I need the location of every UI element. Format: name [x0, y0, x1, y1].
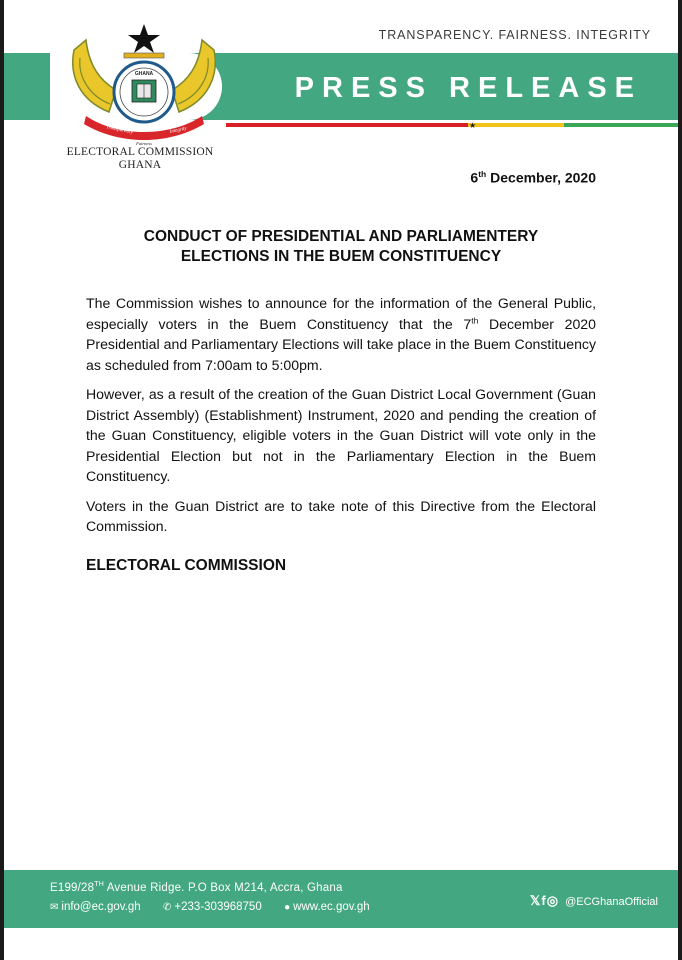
- banner-title: PRESS RELEASE: [294, 72, 642, 104]
- social-handle[interactable]: @ECGhanaOfficial: [565, 896, 658, 908]
- flag-stripe-green: [564, 123, 678, 127]
- crest-text: GHANA: [134, 71, 154, 77]
- flag-stripe-gold: [468, 123, 564, 127]
- footer-banner: [4, 870, 678, 928]
- org-name-line2: GHANA: [118, 159, 162, 171]
- press-release-page: [4, 0, 678, 960]
- organization-name: [50, 146, 230, 172]
- page-bottom-margin: [4, 928, 678, 960]
- title-line1: CONDUCT OF PRESIDENTIAL AND PARLIAMENTERY: [143, 228, 539, 245]
- footer-email-link[interactable]: info@ec.gov.gh: [61, 901, 141, 913]
- social-icons: [530, 893, 559, 908]
- paragraph-2: However, as a result of the creation of the Guan District Local Government (Guan District Assembly) (Establishment) Instrument, 2020 and pending the creation of the Guan Constituency, eligible voters in the Guan District will vote only in the Presidential Election but not in the Parliamentary Election in the Buem Constituency.: [86, 386, 596, 484]
- footer-website-link[interactable]: www.ec.gov.gh: [293, 901, 370, 913]
- release-date: 6th December, 2020: [470, 169, 596, 186]
- mail-icon: ✉: [50, 902, 59, 913]
- org-name-line1: ELECTORAL COMMISSION: [66, 146, 214, 158]
- svg-text:Transparency: Transparency: [105, 125, 134, 136]
- svg-text:Fairness: Fairness: [136, 141, 152, 146]
- phone-icon: ✆: [163, 902, 172, 913]
- footer-social: [530, 893, 658, 909]
- flag-stripe-red: [226, 123, 468, 127]
- facebook-icon[interactable]: f: [541, 893, 547, 908]
- press-release-body: [86, 293, 596, 546]
- footer-contacts: [50, 901, 370, 913]
- tagline: TRANSPARENCY. FAIRNESS. INTEGRITY: [378, 28, 651, 42]
- stripe-star-icon: ★: [469, 121, 477, 130]
- paragraph-3: Voters in the Guan District are to take note of this Directive from the Electoral Commission.: [86, 497, 596, 534]
- press-release-title: [64, 227, 618, 267]
- title-line2: ELECTIONS IN THE BUEM CONSTITUENCY: [180, 248, 502, 265]
- footer-phone[interactable]: +233-303968750: [174, 901, 262, 913]
- coat-of-arms-logo: [64, 20, 224, 148]
- paragraph-1: The Commission wishes to announce for the information of the General Public, especially voters in the Buem Constituency that the 7th December 2020 Presidential and Parliamentary Elections will take place in the Buem Constituency as scheduled from 7:00am to 5:00pm.: [86, 295, 596, 373]
- instagram-icon[interactable]: ◎: [546, 893, 560, 908]
- svg-text:Integrity: Integrity: [169, 126, 188, 135]
- footer-address: E199/28TH Avenue Ridge. P.O Box M214, Accra, Ghana: [50, 881, 343, 894]
- globe-icon: ●: [284, 902, 291, 913]
- signoff: ELECTORAL COMMISSION: [86, 557, 287, 574]
- twitter-icon[interactable]: 𝕏: [529, 893, 542, 908]
